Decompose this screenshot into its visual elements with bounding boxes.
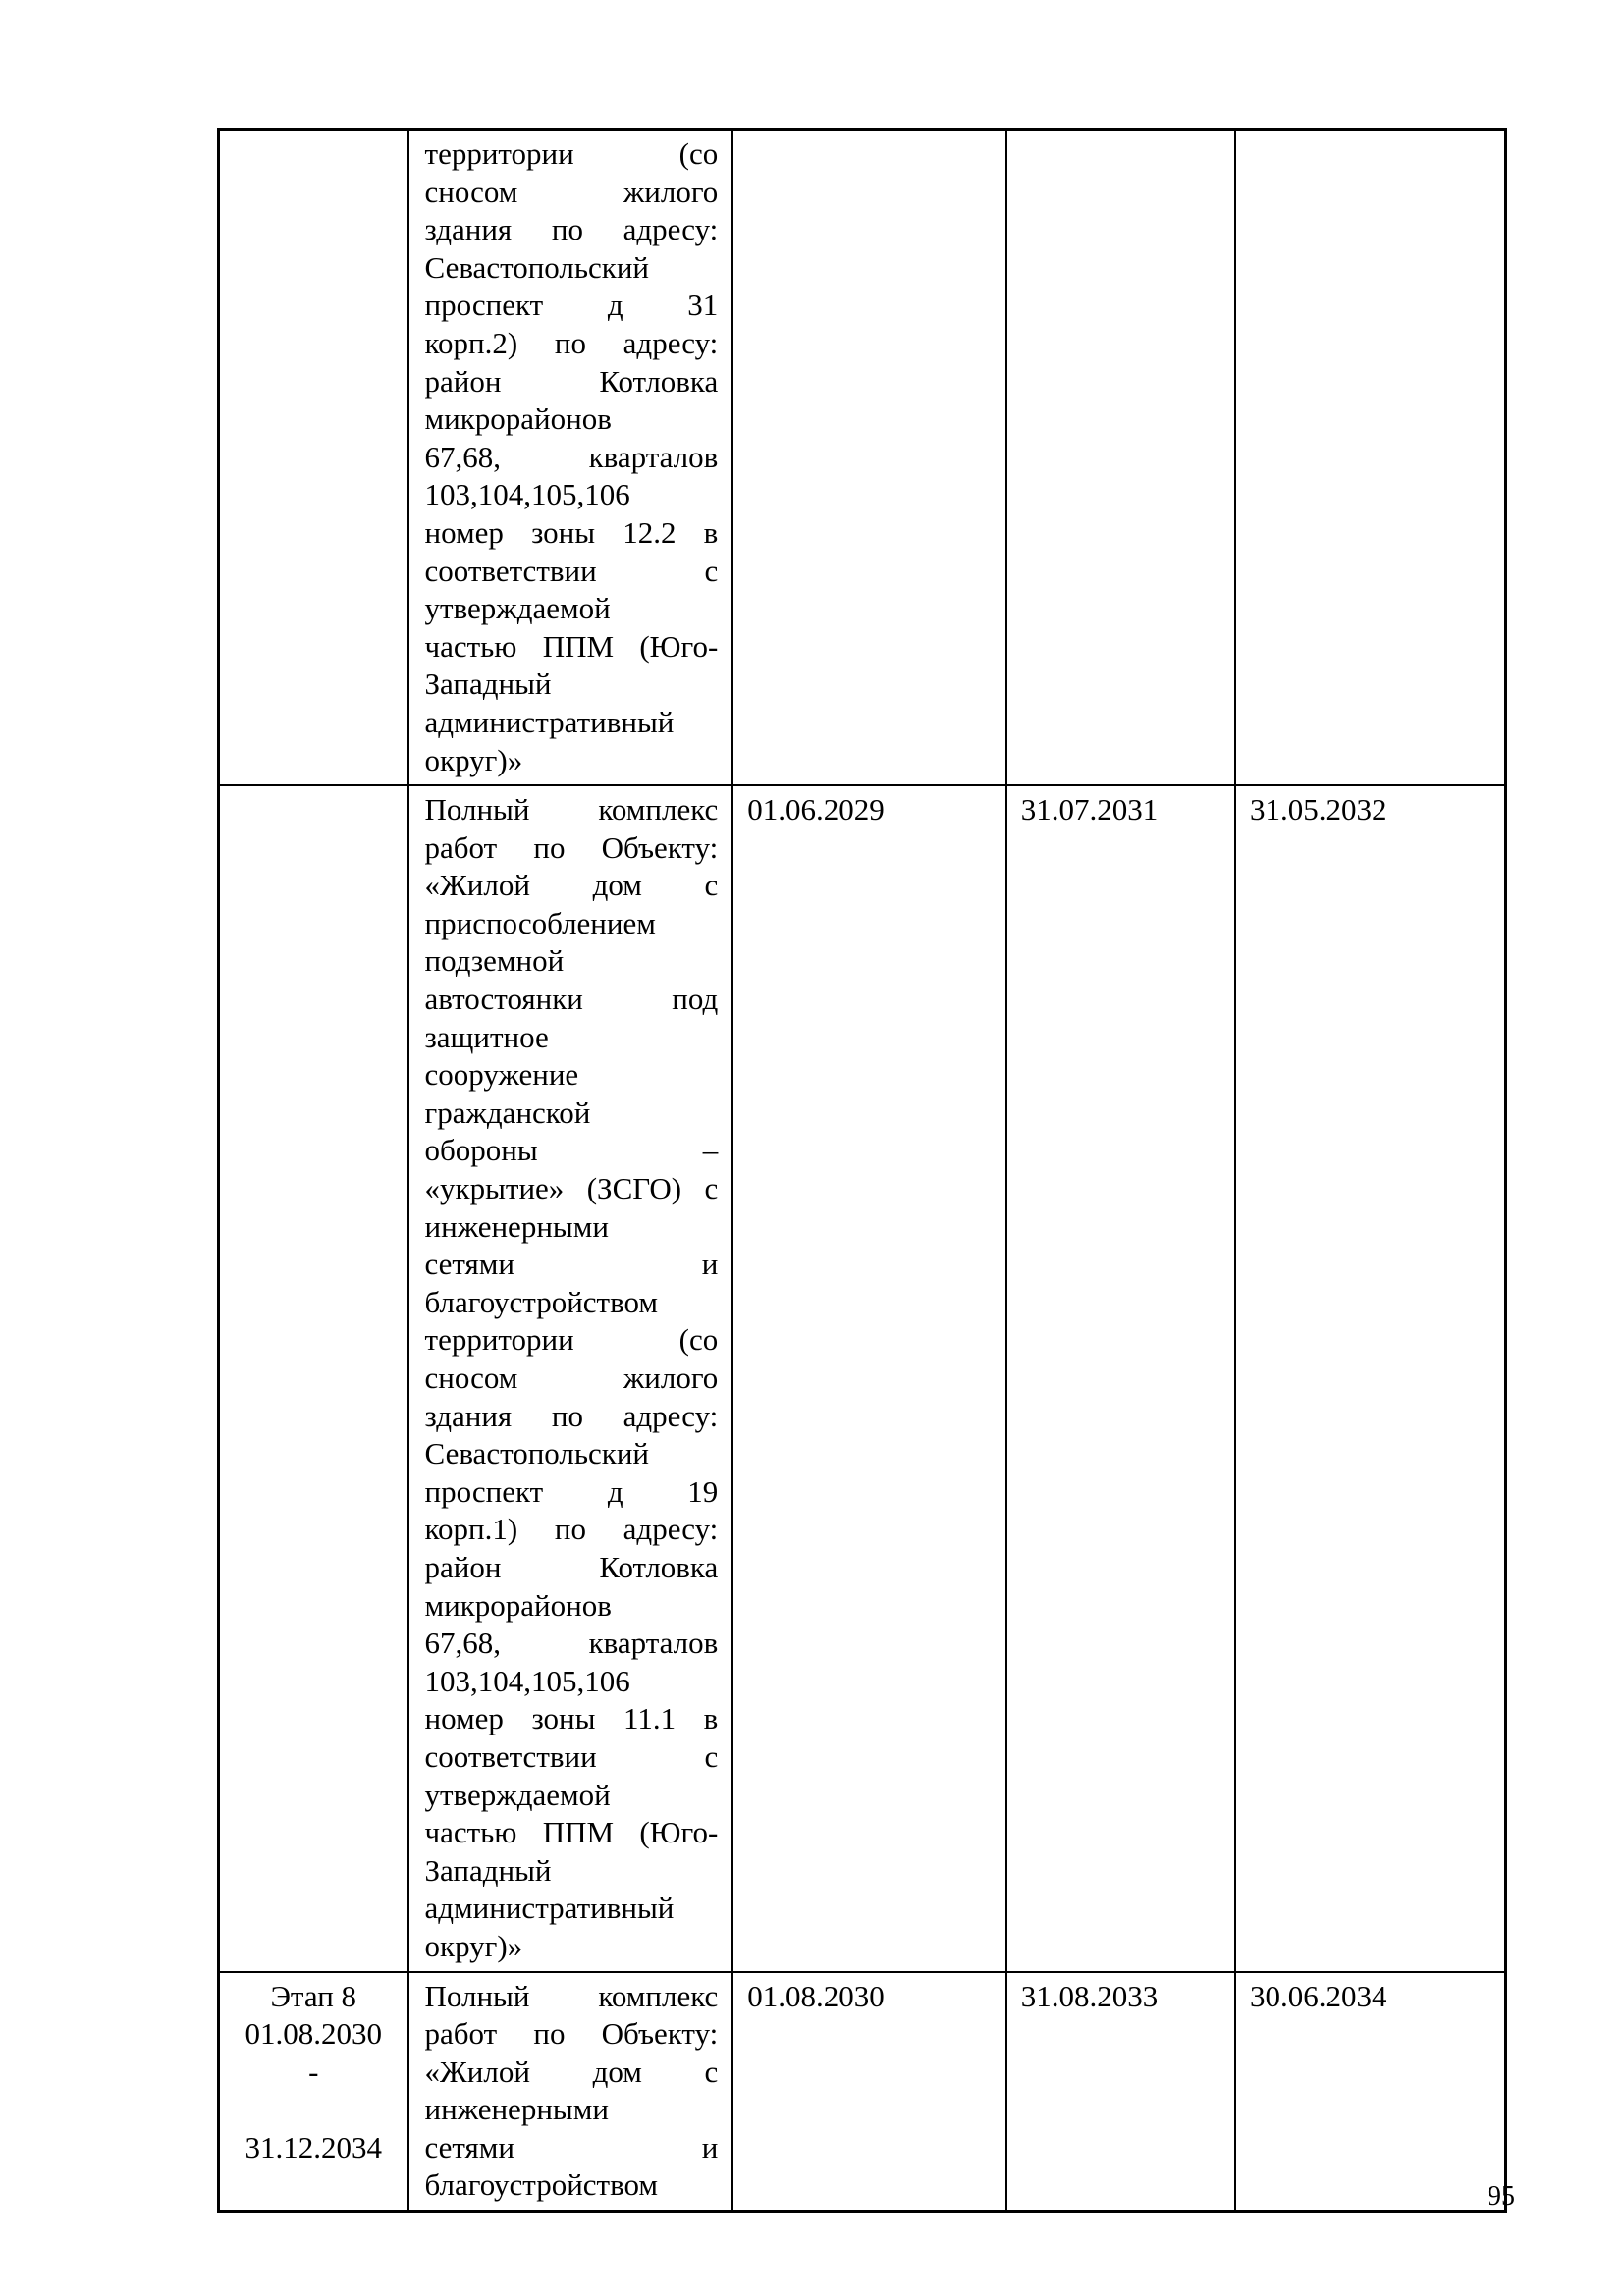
description-line: административный — [424, 1891, 675, 1926]
description-line: сносом жилого — [424, 174, 719, 209]
description-line: инженерными — [424, 2092, 609, 2127]
description-line: частью ППМ (Юго- — [424, 628, 719, 664]
end-date-cell — [1006, 1972, 1235, 2212]
page-number: 95 — [1488, 2181, 1515, 2212]
description-line: район Котловка — [424, 1549, 719, 1584]
description-line: 67,68, кварталов — [424, 1626, 719, 1661]
object-description — [409, 1973, 732, 2211]
description-line: благоустройством — [424, 2167, 659, 2203]
description-line: номер зоны 12.2 в — [424, 514, 719, 550]
description-line: Севастопольский — [424, 1436, 650, 1471]
deadline-date: 30.06.2034 — [1250, 1978, 1387, 2013]
description-line: округ)» — [424, 742, 523, 777]
description-line: Западный — [424, 1852, 552, 1888]
start-date — [733, 131, 1004, 140]
description-line: автостоянки под — [424, 982, 719, 1017]
stage-to-date: 31.12.2034 — [244, 2129, 382, 2164]
description-line: проспект д 31 — [424, 288, 719, 323]
deadline-cell — [1235, 785, 1506, 1971]
schedule-body — [219, 130, 1506, 2212]
description-line: микрорайонов — [424, 401, 612, 437]
description-line: сооружение — [424, 1057, 579, 1093]
description-line: приспособлением — [424, 905, 656, 940]
end-date: 31.08.2033 — [1020, 1978, 1159, 2013]
description-line: работ по Объекту: — [424, 2016, 719, 2052]
description-line: территории (со — [424, 136, 719, 171]
object-description-cell — [408, 130, 733, 786]
description-line: соответствии с — [424, 553, 719, 588]
description-line: 103,104,105,106 — [424, 477, 630, 512]
deadline-cell — [1235, 130, 1506, 786]
description-line: корп.1) по адресу: — [424, 1512, 719, 1547]
description-line: утверждаемой — [424, 591, 611, 626]
stage-cell — [219, 130, 408, 786]
object-description — [409, 786, 732, 1970]
start-date: 01.06.2029 — [747, 792, 885, 828]
description-line: микрорайонов — [424, 1587, 612, 1623]
table-row — [219, 1972, 1506, 2212]
start-date: 01.08.2030 — [747, 1978, 885, 2013]
object-description-cell — [408, 1972, 733, 2212]
description-line: 103,104,105,106 — [424, 1663, 630, 1698]
start-date-cell — [732, 130, 1005, 786]
start-date-cell — [732, 785, 1005, 1971]
schedule-table — [217, 128, 1507, 2213]
table-row — [219, 130, 1506, 786]
description-line: административный — [424, 704, 675, 739]
object-description — [409, 131, 732, 784]
description-line: сносом жилого — [424, 1361, 719, 1395]
description-line: 67,68, кварталов — [424, 439, 719, 474]
description-line: здания по адресу: — [424, 1398, 719, 1433]
stage-title: Этап 8 — [270, 1978, 357, 2013]
description-line: здания по адресу: — [424, 212, 719, 247]
description-line: соответствии с — [424, 1738, 719, 1774]
start-date-cell — [732, 1972, 1005, 2212]
description-line: Западный — [424, 667, 552, 702]
stage-cell — [219, 1972, 408, 2212]
stage-from-date: 01.08.2030 — [244, 2016, 382, 2052]
stage-cell — [219, 785, 408, 1971]
end-date-cell — [1006, 785, 1235, 1971]
description-line: защитное — [424, 1019, 549, 1054]
description-line: корп.2) по адресу: — [424, 325, 719, 360]
description-line: район Котловка — [424, 363, 719, 399]
description-line: проспект д 19 — [424, 1473, 719, 1509]
description-line: сетями и — [424, 2129, 719, 2164]
description-line: частью ППМ (Юго- — [424, 1815, 719, 1850]
description-line: обороны – — [424, 1133, 719, 1168]
description-line: сетями и — [424, 1247, 719, 1282]
description-line: номер зоны 11.1 в — [424, 1701, 719, 1736]
description-line: гражданской — [424, 1095, 591, 1130]
description-line: Севастопольский — [424, 249, 650, 285]
description-line: «укрытие» (ЗСГО) с — [424, 1171, 719, 1206]
deadline-date — [1236, 131, 1504, 140]
end-date-cell — [1006, 130, 1235, 786]
description-line: утверждаемой — [424, 1777, 611, 1812]
description-line: округ)» — [424, 1928, 523, 1963]
object-description-cell — [408, 785, 733, 1971]
description-line: инженерными — [424, 1208, 609, 1244]
end-date — [1007, 131, 1234, 140]
description-line: «Жилой дом с — [424, 2054, 719, 2089]
table-row — [219, 785, 1506, 1971]
description-line: Полный комплекс — [424, 1978, 719, 2013]
description-line: территории (со — [424, 1322, 719, 1358]
description-line: Полный комплекс — [424, 792, 719, 828]
deadline-date: 31.05.2032 — [1250, 792, 1387, 828]
description-line: благоустройством — [424, 1284, 659, 1319]
end-date: 31.07.2031 — [1020, 792, 1159, 828]
description-line: «Жилой дом с — [424, 868, 719, 903]
deadline-cell — [1235, 1972, 1506, 2212]
stage-info — [220, 1973, 407, 2172]
stage-dash: - — [308, 2054, 319, 2089]
description-line: работ по Объекту: — [424, 829, 719, 865]
description-line: подземной — [424, 943, 565, 979]
